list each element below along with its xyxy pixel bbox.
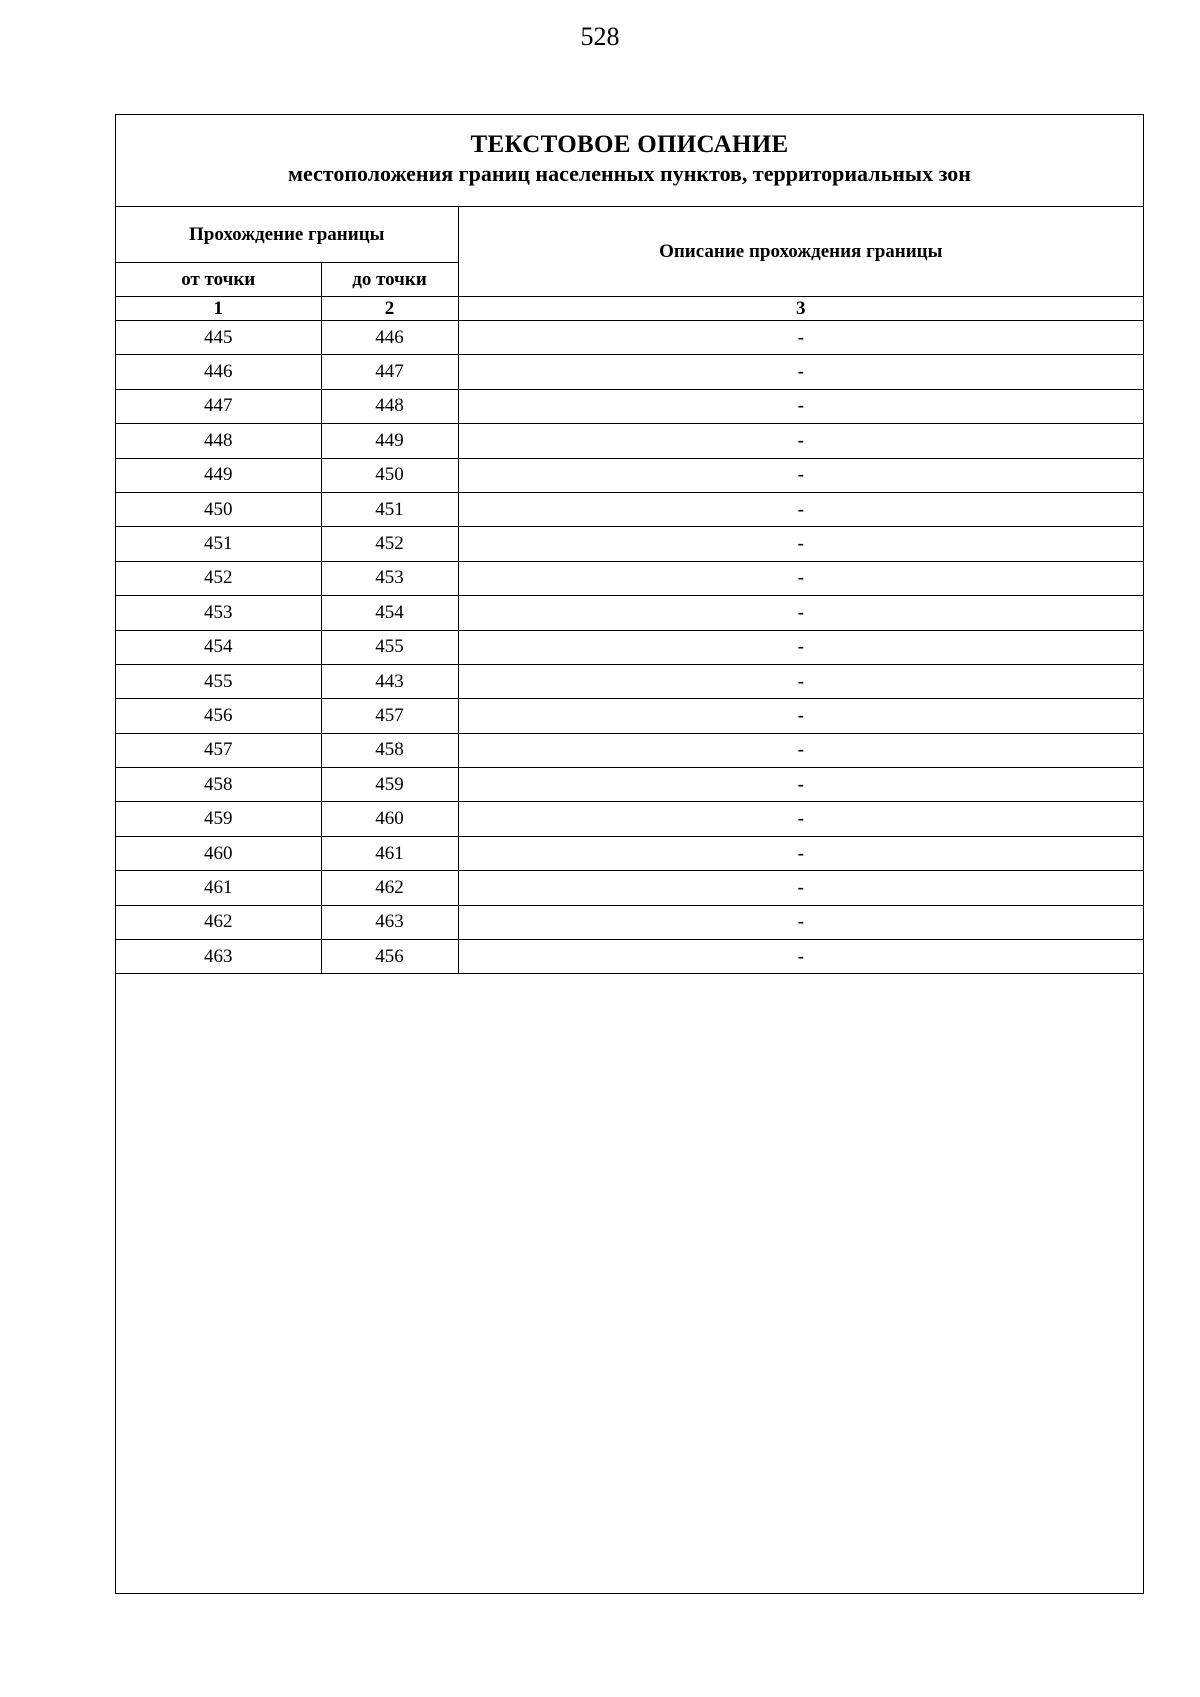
to-point-cell: 454	[321, 596, 458, 630]
header-to-point: до точки	[321, 263, 458, 297]
description-cell: -	[458, 802, 1143, 836]
from-point-cell: 445	[116, 321, 321, 355]
table-row	[116, 527, 1143, 561]
from-point-cell: 453	[116, 596, 321, 630]
description-cell: -	[458, 905, 1143, 939]
table-row	[116, 871, 1143, 905]
from-point-cell: 463	[116, 940, 321, 974]
description-cell: -	[458, 768, 1143, 802]
to-point-cell: 453	[321, 561, 458, 595]
header-boundary-description: Описание прохождения границы	[458, 207, 1143, 297]
from-point-cell: 459	[116, 802, 321, 836]
to-point-cell: 457	[321, 699, 458, 733]
page-number: 528	[580, 22, 620, 51]
to-point-cell: 460	[321, 802, 458, 836]
to-point-cell: 458	[321, 733, 458, 767]
from-point-cell: 454	[116, 630, 321, 664]
to-point-cell: 446	[321, 321, 458, 355]
description-cell: -	[458, 389, 1143, 423]
to-point-cell: 456	[321, 940, 458, 974]
table-row	[116, 492, 1143, 526]
document-subtitle: местоположения границ населенных пунктов, территориальных зон	[288, 161, 971, 186]
description-cell: -	[458, 664, 1143, 698]
from-point-cell: 455	[116, 664, 321, 698]
description-cell: -	[458, 492, 1143, 526]
description-cell: -	[458, 321, 1143, 355]
to-point-cell: 452	[321, 527, 458, 561]
from-point-cell: 450	[116, 492, 321, 526]
table-row	[116, 458, 1143, 492]
from-point-cell: 449	[116, 458, 321, 492]
document-frame	[115, 114, 1144, 1594]
document-title: ТЕКСТОВОЕ ОПИСАНИЕ	[470, 131, 789, 158]
table-row	[116, 940, 1143, 974]
title-block	[116, 115, 1143, 207]
table-row	[116, 664, 1143, 698]
to-point-cell: 448	[321, 389, 458, 423]
boundary-table	[116, 207, 1143, 974]
table-row	[116, 424, 1143, 458]
description-cell: -	[458, 940, 1143, 974]
description-cell: -	[458, 836, 1143, 870]
from-point-cell: 456	[116, 699, 321, 733]
to-point-cell: 462	[321, 871, 458, 905]
description-cell: -	[458, 699, 1143, 733]
from-point-cell: 461	[116, 871, 321, 905]
description-cell: -	[458, 424, 1143, 458]
description-cell: -	[458, 458, 1143, 492]
to-point-cell: 443	[321, 664, 458, 698]
from-point-cell: 452	[116, 561, 321, 595]
description-cell: -	[458, 527, 1143, 561]
to-point-cell: 459	[321, 768, 458, 802]
to-point-cell: 455	[321, 630, 458, 664]
column-number-3: 3	[458, 297, 1143, 321]
description-cell: -	[458, 733, 1143, 767]
description-cell: -	[458, 871, 1143, 905]
to-point-cell: 449	[321, 424, 458, 458]
from-point-cell: 446	[116, 355, 321, 389]
table-row	[116, 768, 1143, 802]
description-cell: -	[458, 561, 1143, 595]
description-cell: -	[458, 355, 1143, 389]
from-point-cell: 447	[116, 389, 321, 423]
table-row	[116, 905, 1143, 939]
from-point-cell: 460	[116, 836, 321, 870]
column-number-2: 2	[321, 297, 458, 321]
table-row	[116, 630, 1143, 664]
table-body	[116, 321, 1143, 974]
from-point-cell: 448	[116, 424, 321, 458]
to-point-cell: 447	[321, 355, 458, 389]
header-boundary-passage: Прохождение границы	[116, 207, 458, 263]
from-point-cell: 462	[116, 905, 321, 939]
table-row	[116, 836, 1143, 870]
description-cell: -	[458, 596, 1143, 630]
header-from-point: от точки	[116, 263, 321, 297]
table-row	[116, 596, 1143, 630]
table-row	[116, 561, 1143, 595]
table-row	[116, 321, 1143, 355]
from-point-cell: 458	[116, 768, 321, 802]
to-point-cell: 463	[321, 905, 458, 939]
to-point-cell: 450	[321, 458, 458, 492]
from-point-cell: 451	[116, 527, 321, 561]
from-point-cell: 457	[116, 733, 321, 767]
to-point-cell: 451	[321, 492, 458, 526]
to-point-cell: 461	[321, 836, 458, 870]
table-row	[116, 733, 1143, 767]
table-row	[116, 699, 1143, 733]
column-number-1: 1	[116, 297, 321, 321]
table-row	[116, 355, 1143, 389]
table-row	[116, 802, 1143, 836]
table-row	[116, 389, 1143, 423]
description-cell: -	[458, 630, 1143, 664]
